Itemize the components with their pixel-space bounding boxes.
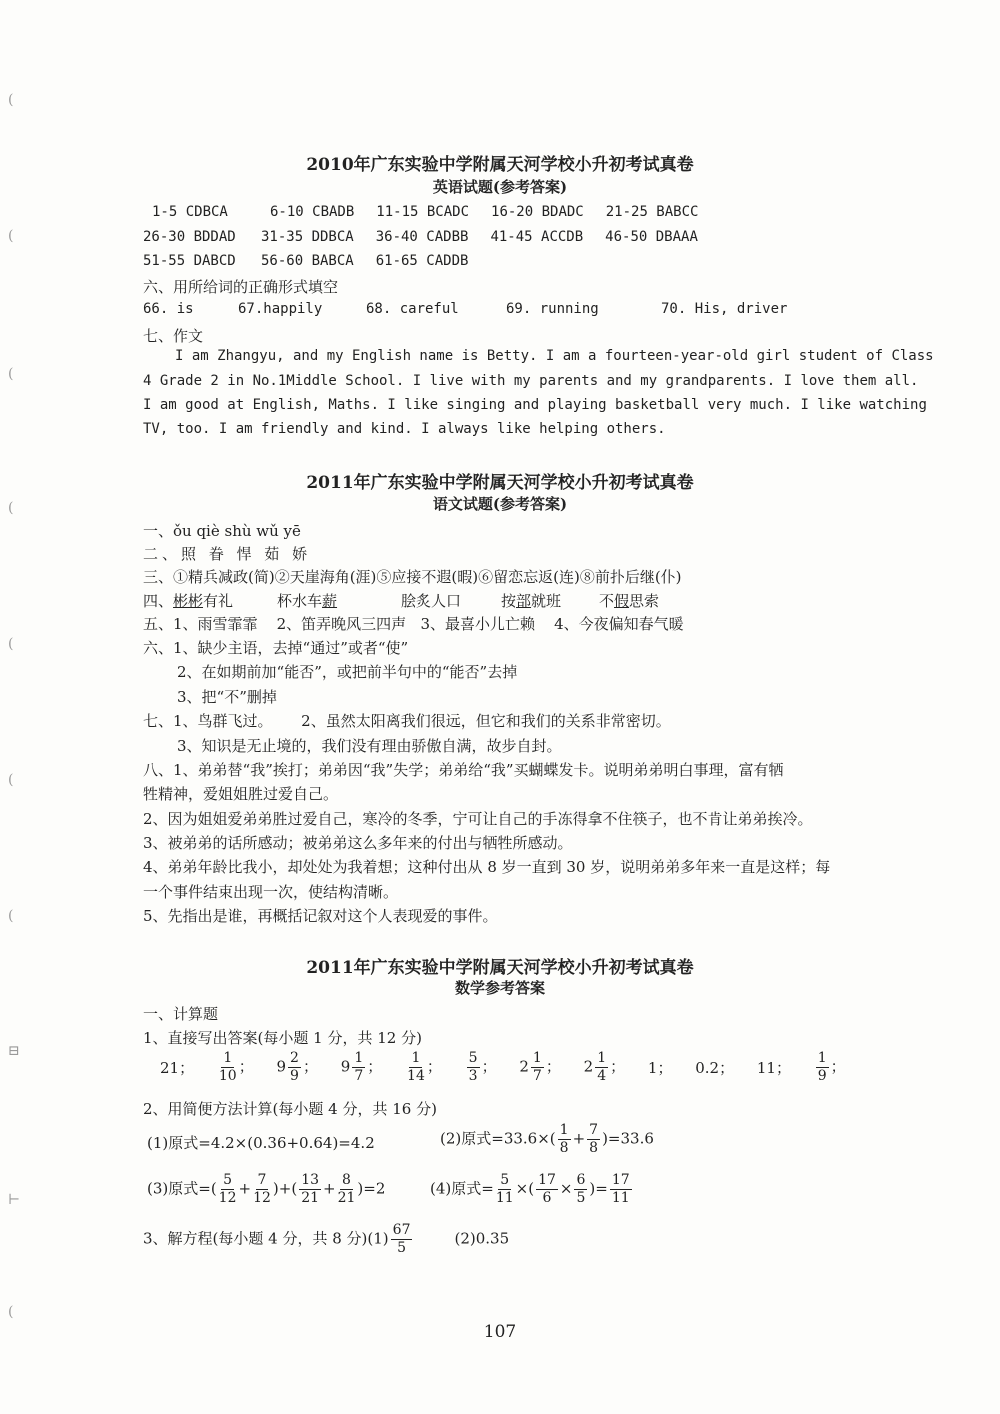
english-section7-title: 七、作文 xyxy=(143,327,204,345)
english-section6-answers: 66. is 67.happily 68. careful 69. running 70. His, driver xyxy=(143,301,788,317)
chinese-section-7-line: 3、知识是无止境的，我们没有理由骄傲自满，故步自封。 xyxy=(177,737,562,755)
math-q2-2: (2)原式=33.6×( $\frac{1}{8}$ + $\frac{7}{8}$ )=33.6 xyxy=(440,1122,654,1156)
chinese-section-3: 三、①精兵减政(简)②天崖海角(涯)⑤应接不遐(暇)⑥留恋忘返(连)⑧前扑后继(仆) xyxy=(143,568,682,586)
chinese-section-8-line: 5、先指出是谁，再概括记叙对这个人表现爱的事件。 xyxy=(143,907,498,925)
math-q2-4: (4)原式= $\frac{5}{11}$ ×( $\frac{17}{6}$ × $\frac{6}{5}$ )= $\frac{17}{11}$ xyxy=(430,1172,630,1206)
chinese-section-1: 一、ǒu qiè shù wǔ yē xyxy=(143,522,301,540)
chinese-section-8-line: 牲精神，爱姐姐胜过爱自己。 xyxy=(143,785,339,803)
english-section6-title: 六、用所给词的正确形式填空 xyxy=(143,278,339,296)
margin-mark: ⊢ xyxy=(8,1192,21,1208)
margin-mark: ( xyxy=(8,772,14,788)
chinese-section-8-line: 八、1、弟弟替“我”挨打；弟弟因“我”失学；弟弟给“我”买蝴蝶发卡。说明弟弟明白事理，富有牺 xyxy=(143,761,784,779)
chinese-section-8-line: 2、因为姐姐爱弟弟胜过爱自己，寒冷的冬季，宁可让自己的手冻得拿不住筷子，也不肯让弟弟挨冷。 xyxy=(143,810,813,828)
essay-line: 4 Grade 2 in No.1Middle School. I live with my parents and my grandparents. I love them all. xyxy=(143,373,919,389)
margin-mark: ( xyxy=(8,636,14,652)
margin-mark: ( xyxy=(8,908,14,924)
chinese-section-2: 二、照 眷 悍 茹 娇 xyxy=(143,545,312,563)
essay-line: I am good at English, Maths. I like singing and playing basketball very much. I like watching xyxy=(143,397,927,413)
math-q1-answers: 21； $\frac{1}{10}$ ； 9 $\frac{2}{9}$ ； 9 $\frac{1}{7}$ ； $\frac{1}{14}$ ； $\frac{5}{3}$ ； 2 $\frac{1}{7}$ ； 2 $\frac{1}{4}$ ； 1； 0.2； 11； $\frac{1}{9}$ ； xyxy=(160,1050,846,1084)
chinese-section-7-line: 七、1、鸟群飞过。 2、虽然太阳离我们很远，但它和我们的关系非常密切。 xyxy=(143,712,671,730)
chinese-subtitle: 语文试题(参考答案) xyxy=(432,495,568,513)
chinese-section-6-line: 2、在如期前加“能否”，或把前半句中的“能否”去掉 xyxy=(177,663,518,681)
essay-line: I am Zhangyu, and my English name is Betty. I am a fourteen-year-old girl student of Class xyxy=(175,348,934,364)
margin-mark: ⊟ xyxy=(8,1043,20,1059)
chinese-section-6-line: 3、把“不”删掉 xyxy=(177,688,277,706)
english-answer-row-3: 51-55 DABCD 56-60 BABCA 61-65 CADDB xyxy=(143,253,469,269)
math-q2-3: (3)原式=( $\frac{5}{12}$ + $\frac{7}{12}$ )+( $\frac{13}{21}$ + $\frac{8}{21}$ )=2 xyxy=(147,1172,386,1206)
math-section-1: 一、计算题 xyxy=(143,1005,219,1023)
math-q3: 3、解方程(每小题 4 分，共 8 分)(1) $\frac{67}{5}$ (2)0.35 xyxy=(143,1222,510,1256)
margin-mark: ( xyxy=(8,1304,14,1320)
margin-mark: ( xyxy=(8,228,14,244)
english-subtitle: 英语试题(参考答案) xyxy=(432,178,568,196)
english-answer-row-1: 1-5 CDBCA 6-10 CBADB 11-15 BCADC 16-20 BDADC 21-25 BABCC xyxy=(152,204,699,220)
english-title: 2010年广东实验中学附属天河学校小升初考试真卷 xyxy=(306,155,694,175)
chinese-section-6-line: 六、1、缺少主语，去掉“通过”或者“使” xyxy=(143,639,409,657)
chinese-section-5: 五、1、雨雪霏霏 2、笛弄晚风三四声 3、最喜小儿亡赖 4、今夜偏知春气暖 xyxy=(143,615,684,633)
margin-mark: ( xyxy=(8,366,14,382)
english-answer-row-2: 26-30 BDDAD 31-35 DDBCA 36-40 CADBB 41-45 ACCDB 46-50 DBAAA xyxy=(143,229,698,245)
math-title: 2011年广东实验中学附属天河学校小升初考试真卷 xyxy=(306,958,694,978)
chinese-section-8-line: 4、弟弟年龄比我小，却处处为我着想；这种付出从 8 岁一直到 30 岁，说明弟弟多年来一直是这样；每 xyxy=(143,858,831,876)
page-number: 107 xyxy=(483,1322,517,1342)
margin-mark: ( xyxy=(8,92,14,108)
chinese-title: 2011年广东实验中学附属天河学校小升初考试真卷 xyxy=(306,473,694,493)
essay-line: TV, too. I am friendly and kind. I always like helping others. xyxy=(143,421,666,437)
math-subtitle: 数学参考答案 xyxy=(454,979,545,997)
math-q2-heading: 2、用简便方法计算(每小题 4 分，共 16 分) xyxy=(143,1100,437,1118)
math-q2-1: (1)原式=4.2×(0.36+0.64)=4.2 xyxy=(147,1134,375,1152)
chinese-section-8-line: 一个事件结束出现一次，使结构清晰。 xyxy=(143,883,399,901)
margin-mark: ( xyxy=(8,500,14,516)
chinese-section-8-line: 3、被弟弟的话所感动；被弟弟这么多年来的付出与牺牲所感动。 xyxy=(143,834,573,852)
math-q1-heading: 1、直接写出答案(每小题 1 分，共 12 分) xyxy=(143,1029,422,1047)
chinese-section-4: 四、彬彬有礼 杯水车薪 脍炙人口 按部就班 不假思索 xyxy=(143,592,660,610)
